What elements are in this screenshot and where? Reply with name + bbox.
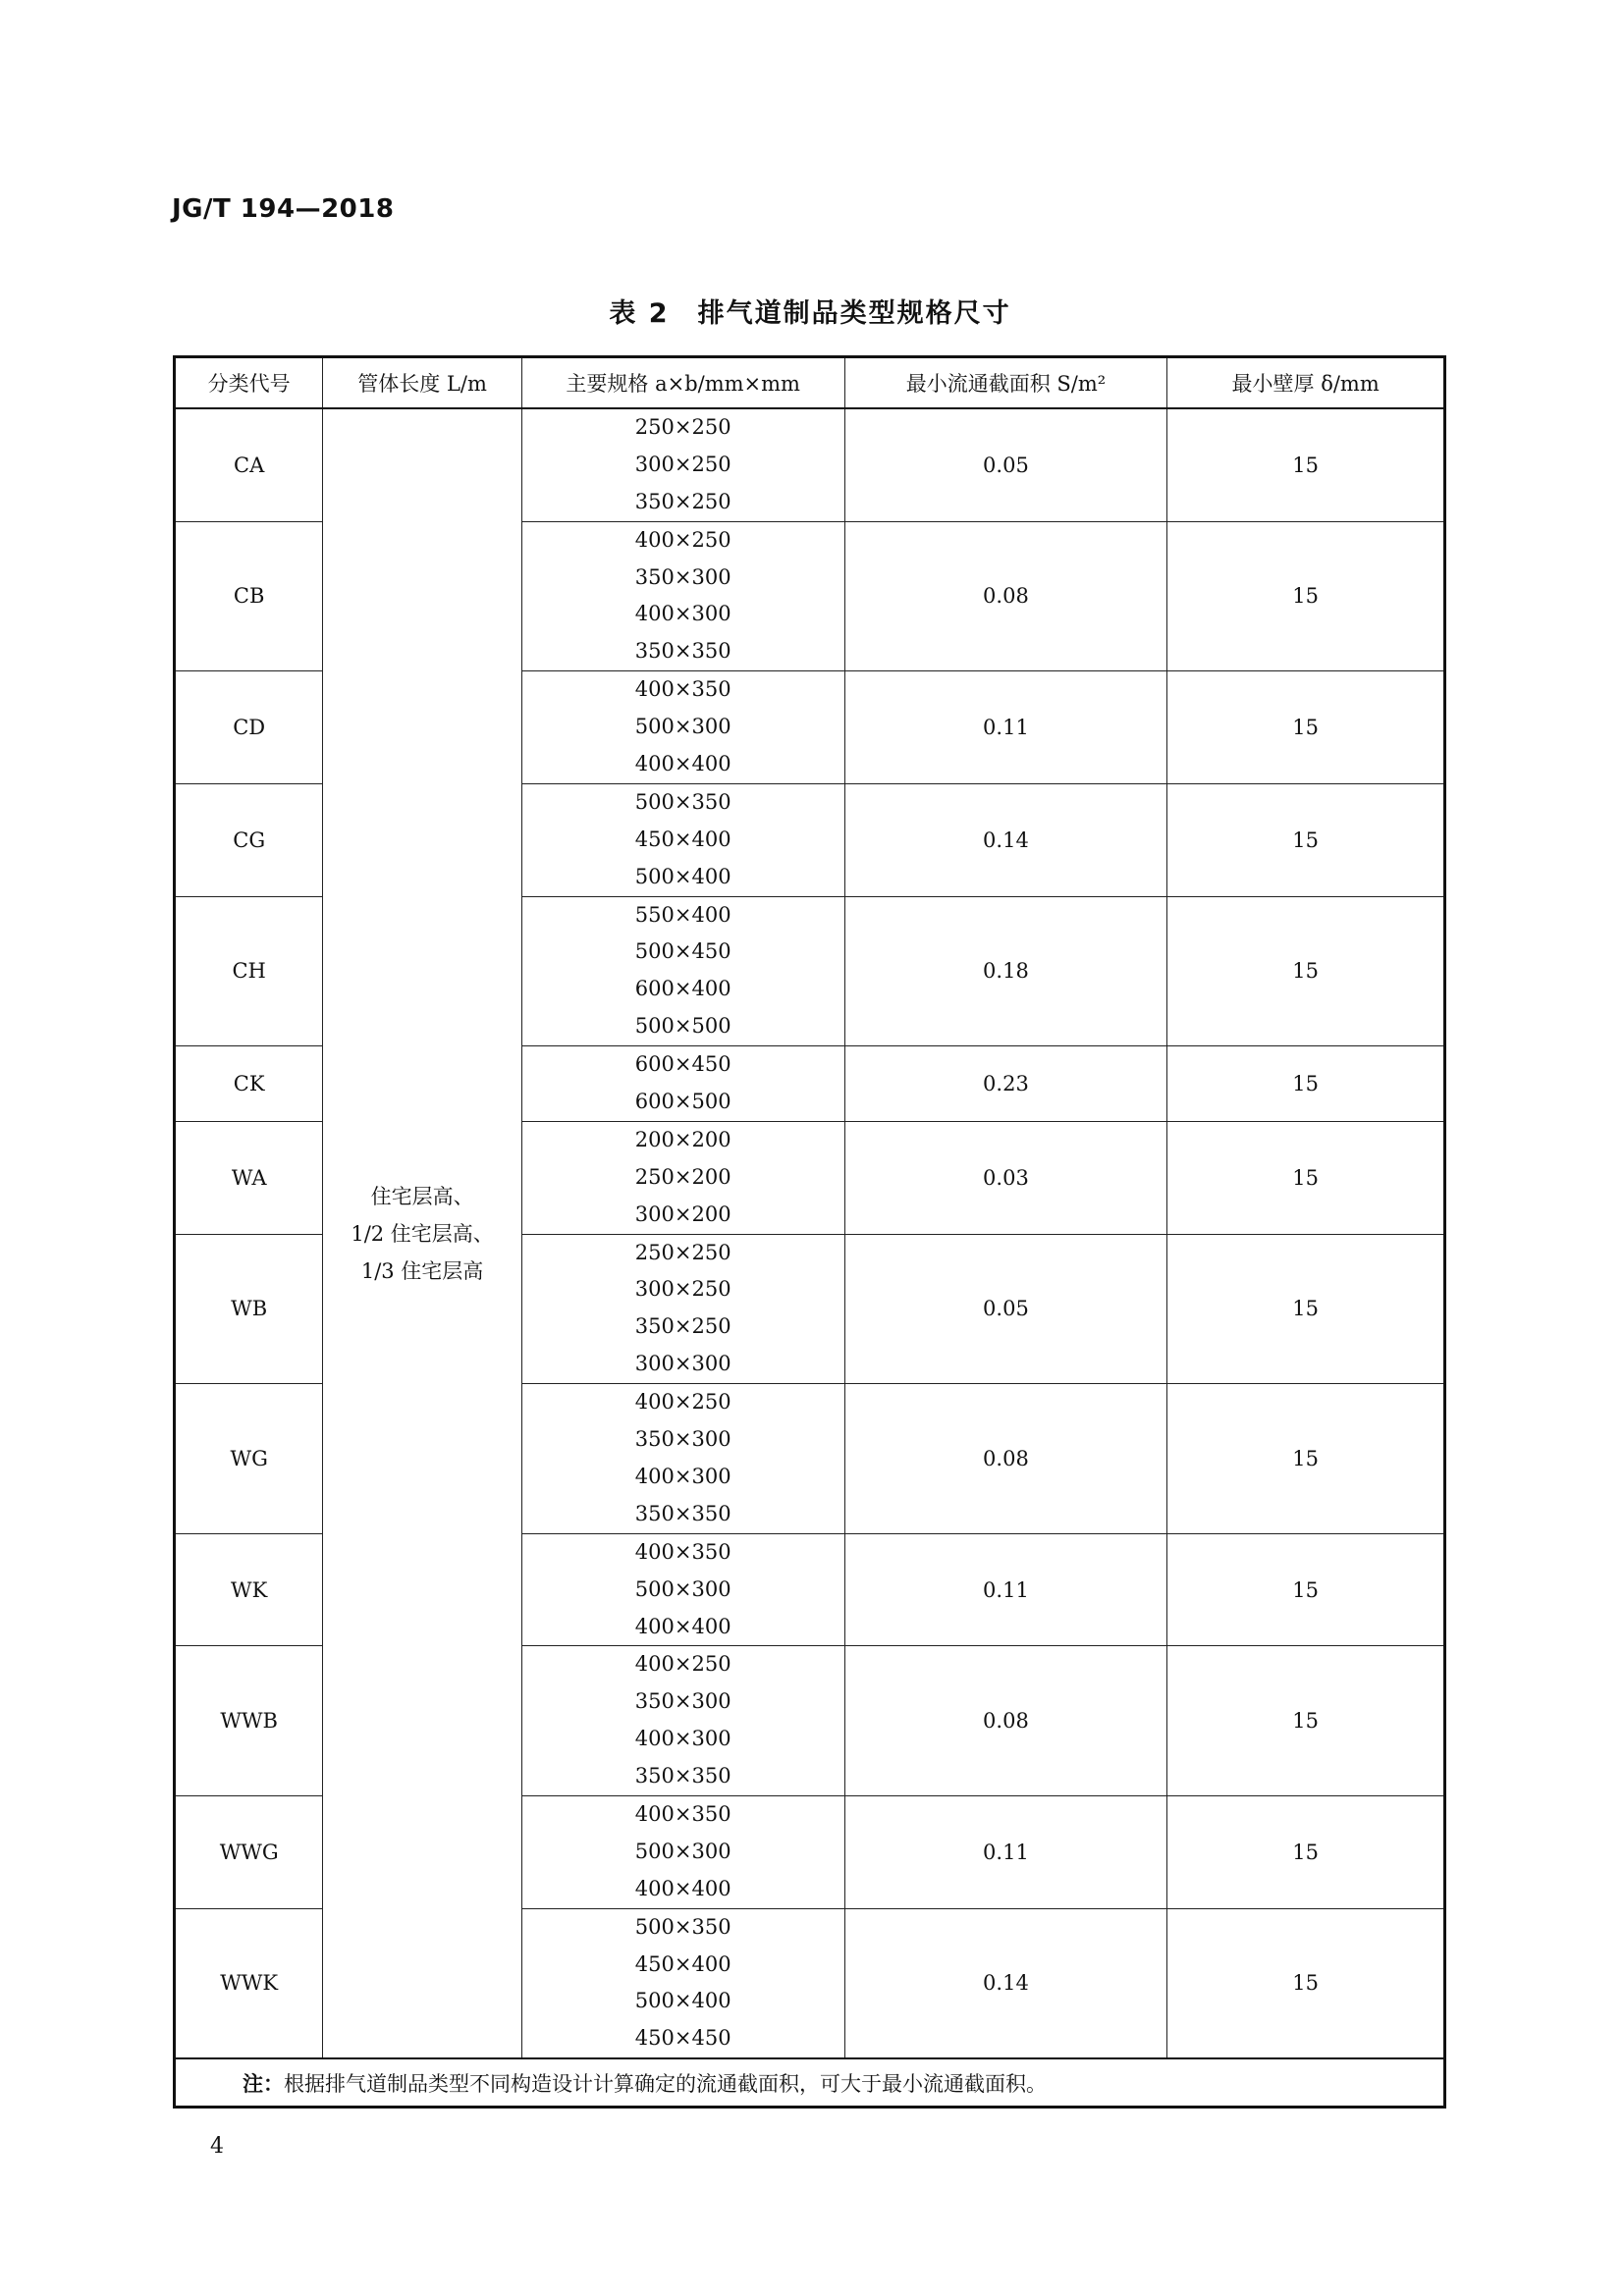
cell-specs bbox=[521, 408, 844, 521]
cell-area: 0.14 bbox=[844, 1908, 1167, 2058]
spec-item: 500×350 bbox=[634, 789, 731, 814]
cell-code: CK bbox=[175, 1046, 323, 1122]
cell-area: 0.11 bbox=[844, 1533, 1167, 1646]
cell-area: 0.05 bbox=[844, 1234, 1167, 1384]
cell-area: 0.14 bbox=[844, 783, 1167, 896]
cell-thickness: 15 bbox=[1167, 521, 1445, 671]
note-text: 根据排气道制品类型不同构造设计计算确定的流通截面积，可大于最小流通截面积。 bbox=[284, 2071, 1047, 2096]
page-number: 4 bbox=[210, 2134, 224, 2159]
spec-item: 500×350 bbox=[634, 1914, 731, 1939]
cell-area: 0.11 bbox=[844, 671, 1167, 784]
cell-area: 0.05 bbox=[844, 408, 1167, 521]
cell-thickness: 15 bbox=[1167, 1121, 1445, 1234]
cell-specs bbox=[521, 1908, 844, 2058]
standard-code: JG/T 194—2018 bbox=[172, 194, 395, 224]
cell-specs bbox=[521, 1646, 844, 1796]
spec-item: 350×350 bbox=[634, 639, 731, 664]
length-line: 住宅层高、 bbox=[370, 1184, 474, 1208]
spec-item: 250×250 bbox=[634, 1240, 731, 1264]
spec-item: 500×450 bbox=[634, 939, 731, 964]
spec-item: 400×400 bbox=[634, 1876, 731, 1900]
table-header-row bbox=[175, 357, 1445, 409]
spec-item: 500×500 bbox=[634, 1014, 731, 1039]
note-row bbox=[175, 2058, 1445, 2108]
cell-specs bbox=[521, 1046, 844, 1122]
header-code: 分类代号 bbox=[175, 357, 323, 409]
spec-item: 450×450 bbox=[634, 2026, 731, 2051]
cell-code: WB bbox=[175, 1234, 323, 1384]
spec-item: 350×250 bbox=[634, 489, 731, 513]
cell-specs bbox=[521, 671, 844, 784]
cell-code: WWK bbox=[175, 1908, 323, 2058]
cell-code: WWG bbox=[175, 1795, 323, 1908]
cell-code: WWB bbox=[175, 1646, 323, 1796]
cell-area: 0.18 bbox=[844, 896, 1167, 1046]
spec-item: 400×250 bbox=[634, 1390, 731, 1415]
cell-thickness: 15 bbox=[1167, 1908, 1445, 2058]
spec-item: 600×400 bbox=[634, 977, 731, 1001]
spec-item: 500×300 bbox=[634, 1576, 731, 1601]
cell-area: 0.08 bbox=[844, 1384, 1167, 1534]
spec-item: 350×350 bbox=[634, 1764, 731, 1789]
spec-item: 350×300 bbox=[634, 1689, 731, 1714]
spec-item: 550×400 bbox=[634, 902, 731, 927]
cell-area: 0.08 bbox=[844, 1646, 1167, 1796]
spec-item: 400×400 bbox=[634, 1614, 731, 1638]
cell-specs bbox=[521, 783, 844, 896]
cell-specs bbox=[521, 1533, 844, 1646]
note-label: 注： bbox=[243, 2070, 284, 2096]
spec-item: 250×250 bbox=[634, 415, 731, 439]
cell-thickness: 15 bbox=[1167, 1046, 1445, 1122]
spec-item: 500×300 bbox=[634, 1839, 731, 1863]
spec-item: 350×250 bbox=[634, 1314, 731, 1339]
cell-area: 0.11 bbox=[844, 1795, 1167, 1908]
spec-item: 500×400 bbox=[634, 864, 731, 888]
cell-code: CA bbox=[175, 408, 323, 521]
cell-code: CG bbox=[175, 783, 323, 896]
spec-item: 400×300 bbox=[634, 1464, 731, 1488]
cell-code: CB bbox=[175, 521, 323, 671]
cell-specs bbox=[521, 521, 844, 671]
cell-thickness: 15 bbox=[1167, 1646, 1445, 1796]
cell-specs bbox=[521, 1121, 844, 1234]
cell-code: WK bbox=[175, 1533, 323, 1646]
spec-item: 400×250 bbox=[634, 527, 731, 552]
spec-item: 400×350 bbox=[634, 1539, 731, 1564]
cell-thickness: 15 bbox=[1167, 1234, 1445, 1384]
cell-thickness: 15 bbox=[1167, 783, 1445, 896]
table-note bbox=[175, 2058, 1445, 2108]
spec-item: 400×350 bbox=[634, 1801, 731, 1826]
cell-specs bbox=[521, 1795, 844, 1908]
spec-item: 350×350 bbox=[634, 1501, 731, 1525]
spec-item: 300×250 bbox=[634, 452, 731, 476]
cell-code: CH bbox=[175, 896, 323, 1046]
header-length: 管体长度 L/m bbox=[323, 357, 521, 409]
cell-area: 0.08 bbox=[844, 521, 1167, 671]
spec-item: 250×200 bbox=[634, 1164, 731, 1189]
spec-item: 500×300 bbox=[634, 715, 731, 739]
spec-item: 300×300 bbox=[634, 1352, 731, 1376]
table-title: 表 2 排气道制品类型规格尺寸 bbox=[609, 298, 1011, 329]
cell-specs bbox=[521, 1234, 844, 1384]
cell-thickness: 15 bbox=[1167, 1384, 1445, 1534]
header-spec: 主要规格 a×b/mm×mm bbox=[521, 357, 844, 409]
spec-item: 300×200 bbox=[634, 1201, 731, 1226]
spec-item: 300×250 bbox=[634, 1277, 731, 1302]
table-row bbox=[175, 408, 1445, 521]
cell-specs bbox=[521, 1384, 844, 1534]
spec-table bbox=[173, 355, 1446, 2109]
cell-thickness: 15 bbox=[1167, 896, 1445, 1046]
cell-area: 0.03 bbox=[844, 1121, 1167, 1234]
spec-item: 500×400 bbox=[634, 1989, 731, 2013]
cell-specs bbox=[521, 896, 844, 1046]
spec-item: 600×450 bbox=[634, 1052, 731, 1077]
spec-item: 200×200 bbox=[634, 1127, 731, 1151]
cell-area: 0.23 bbox=[844, 1046, 1167, 1122]
length-line: 1/2 住宅层高、 bbox=[351, 1221, 494, 1246]
cell-code: WA bbox=[175, 1121, 323, 1234]
cell-thickness: 15 bbox=[1167, 671, 1445, 784]
table-body bbox=[175, 408, 1445, 2108]
spec-item: 400×300 bbox=[634, 1727, 731, 1751]
header-area: 最小流通截面积 S/m² bbox=[844, 357, 1167, 409]
cell-code: CD bbox=[175, 671, 323, 784]
spec-item: 400×350 bbox=[634, 677, 731, 702]
spec-item: 450×400 bbox=[634, 1951, 731, 1976]
spec-item: 350×300 bbox=[634, 564, 731, 589]
cell-thickness: 15 bbox=[1167, 1795, 1445, 1908]
spec-item: 400×300 bbox=[634, 602, 731, 626]
cell-thickness: 15 bbox=[1167, 1533, 1445, 1646]
header-thickness: 最小壁厚 δ/mm bbox=[1167, 357, 1445, 409]
spec-item: 400×400 bbox=[634, 752, 731, 776]
cell-thickness: 15 bbox=[1167, 408, 1445, 521]
spec-item: 400×250 bbox=[634, 1652, 731, 1677]
spec-item: 450×400 bbox=[634, 827, 731, 851]
spec-item: 350×300 bbox=[634, 1427, 731, 1452]
cell-length bbox=[323, 408, 521, 2058]
cell-code: WG bbox=[175, 1384, 323, 1534]
length-line: 1/3 住宅层高 bbox=[360, 1258, 484, 1283]
spec-item: 600×500 bbox=[634, 1090, 731, 1114]
